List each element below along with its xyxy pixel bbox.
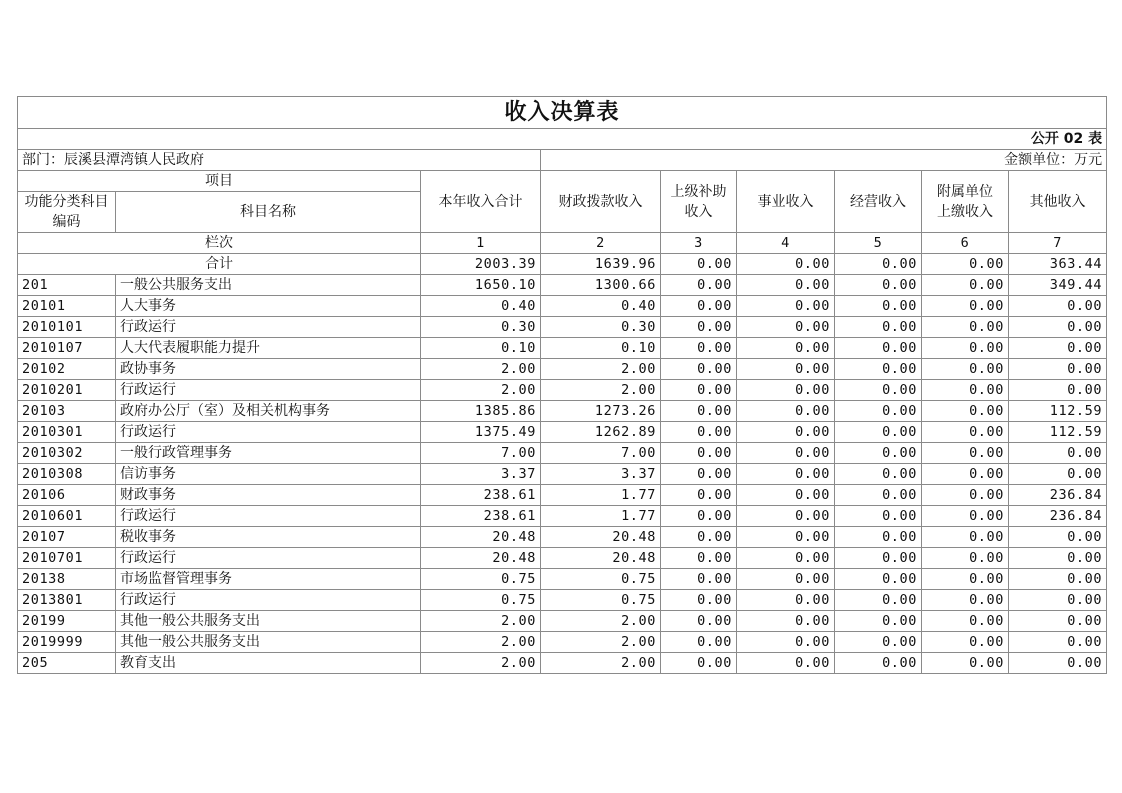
header-code-col (18, 192, 116, 233)
table-row (18, 569, 1107, 590)
amount-cell: 0.00 (737, 653, 835, 674)
subject-code: 2010308 (18, 464, 116, 485)
amount-cell: 0.30 (541, 317, 661, 338)
amount-cell: 0.00 (922, 296, 1009, 317)
amount-cell: 0.00 (1009, 611, 1107, 632)
amount-cell: 0.00 (922, 611, 1009, 632)
amount-cell: 0.00 (835, 401, 922, 422)
amount-cell: 0.00 (661, 464, 737, 485)
subject-name: 政协事务 (116, 359, 421, 380)
column-number: 6 (922, 233, 1009, 254)
subject-code: 20199 (18, 611, 116, 632)
subject-code: 2010302 (18, 443, 116, 464)
table-row (18, 548, 1107, 569)
amount-cell: 0.00 (737, 464, 835, 485)
amount-cell: 20.48 (541, 527, 661, 548)
amount-cell: 0.00 (835, 485, 922, 506)
amount-cell: 0.00 (1009, 443, 1107, 464)
total-value: 0.00 (835, 254, 922, 275)
amount-cell: 3.37 (541, 464, 661, 485)
table-row (18, 443, 1107, 464)
table-row (18, 317, 1107, 338)
subject-code: 205 (18, 653, 116, 674)
amount-cell: 0.75 (541, 569, 661, 590)
income-statement-sheet (17, 96, 1106, 674)
amount-cell: 0.00 (661, 380, 737, 401)
amount-cell: 0.00 (1009, 380, 1107, 401)
amount-cell: 0.00 (922, 338, 1009, 359)
subject-name: 一般行政管理事务 (116, 443, 421, 464)
amount-cell: 0.00 (737, 527, 835, 548)
form-number-row (18, 129, 1107, 150)
amount-cell: 0.00 (737, 611, 835, 632)
column-number-row (18, 233, 1107, 254)
amount-cell: 1273.26 (541, 401, 661, 422)
amount-cell: 0.30 (421, 317, 541, 338)
amount-cell: 0.75 (421, 569, 541, 590)
table-row (18, 611, 1107, 632)
amount-cell: 0.00 (661, 296, 737, 317)
table-row (18, 464, 1107, 485)
amount-cell: 0.00 (922, 632, 1009, 653)
amount-cell: 236.84 (1009, 485, 1107, 506)
table-row (18, 485, 1107, 506)
amount-cell: 0.00 (661, 653, 737, 674)
amount-cell: 238.61 (421, 506, 541, 527)
column-number: 3 (661, 233, 737, 254)
amount-cell: 0.00 (922, 527, 1009, 548)
amount-cell: 0.00 (661, 359, 737, 380)
amount-cell: 112.59 (1009, 422, 1107, 443)
amount-cell: 0.75 (541, 590, 661, 611)
subject-code: 20103 (18, 401, 116, 422)
total-row (18, 254, 1107, 275)
amount-cell: 0.00 (737, 548, 835, 569)
amount-cell: 0.00 (1009, 464, 1107, 485)
subject-name: 政府办公厅（室）及相关机构事务 (116, 401, 421, 422)
subject-code: 2010301 (18, 422, 116, 443)
amount-cell: 0.00 (661, 590, 737, 611)
amount-cell: 20.48 (421, 548, 541, 569)
amount-cell: 0.00 (922, 359, 1009, 380)
amount-cell: 0.00 (737, 485, 835, 506)
header-col-2: 财政拨款收入 (541, 171, 661, 233)
header-col-5: 经营收入 (835, 171, 922, 233)
table-row (18, 527, 1107, 548)
table-row (18, 422, 1107, 443)
subject-name: 人大事务 (116, 296, 421, 317)
table-row (18, 296, 1107, 317)
amount-cell: 0.00 (922, 317, 1009, 338)
amount-cell: 0.00 (1009, 632, 1107, 653)
amount-cell: 0.00 (661, 485, 737, 506)
subject-name: 行政运行 (116, 590, 421, 611)
subject-name: 人大代表履职能力提升 (116, 338, 421, 359)
amount-cell: 0.00 (661, 569, 737, 590)
subject-code: 2010701 (18, 548, 116, 569)
department-label: 部门：辰溪县潭湾镇人民政府 (18, 150, 541, 171)
amount-cell: 0.00 (835, 338, 922, 359)
amount-cell: 0.00 (1009, 317, 1107, 338)
amount-cell: 0.00 (922, 401, 1009, 422)
header-col-6-text: 附属单位上缴收入 (937, 183, 993, 220)
column-number: 1 (421, 233, 541, 254)
amount-cell: 0.00 (737, 275, 835, 296)
amount-cell: 0.00 (737, 443, 835, 464)
amount-cell: 1300.66 (541, 275, 661, 296)
subject-code: 201 (18, 275, 116, 296)
meta-row (18, 150, 1107, 171)
amount-cell: 7.00 (541, 443, 661, 464)
amount-cell: 3.37 (421, 464, 541, 485)
amount-cell: 2.00 (421, 611, 541, 632)
amount-cell: 0.00 (922, 380, 1009, 401)
amount-cell: 0.00 (922, 443, 1009, 464)
header-col-4: 事业收入 (737, 171, 835, 233)
amount-cell: 0.00 (835, 422, 922, 443)
header-col-6 (922, 171, 1009, 233)
amount-cell: 1262.89 (541, 422, 661, 443)
subject-code: 20138 (18, 569, 116, 590)
amount-cell: 0.00 (661, 548, 737, 569)
subject-name: 税收事务 (116, 527, 421, 548)
amount-cell: 0.00 (737, 380, 835, 401)
amount-cell: 0.10 (421, 338, 541, 359)
amount-cell: 0.00 (922, 569, 1009, 590)
amount-cell: 0.00 (737, 632, 835, 653)
subject-code: 20102 (18, 359, 116, 380)
total-value: 0.00 (737, 254, 835, 275)
unit-label: 金额单位：万元 (541, 150, 1107, 171)
amount-cell: 0.00 (835, 506, 922, 527)
subject-name: 教育支出 (116, 653, 421, 674)
subject-code: 2013801 (18, 590, 116, 611)
amount-cell: 349.44 (1009, 275, 1107, 296)
header-name-col: 科目名称 (116, 192, 421, 233)
amount-cell: 0.00 (1009, 548, 1107, 569)
header-item: 项目 (18, 171, 421, 192)
amount-cell: 7.00 (421, 443, 541, 464)
amount-cell: 0.75 (421, 590, 541, 611)
subject-code: 2019999 (18, 632, 116, 653)
form-number: 公开 02 表 (18, 129, 1107, 150)
amount-cell: 1375.49 (421, 422, 541, 443)
amount-cell: 2.00 (421, 632, 541, 653)
amount-cell: 20.48 (421, 527, 541, 548)
column-number-label: 栏次 (18, 233, 421, 254)
amount-cell: 0.00 (835, 527, 922, 548)
amount-cell: 0.00 (1009, 653, 1107, 674)
total-value: 2003.39 (421, 254, 541, 275)
amount-cell: 0.00 (1009, 359, 1107, 380)
amount-cell: 2.00 (541, 632, 661, 653)
header-code-text: 功能分类科目编码 (24, 194, 109, 230)
amount-cell: 0.00 (835, 380, 922, 401)
amount-cell: 0.00 (922, 464, 1009, 485)
table-row (18, 275, 1107, 296)
amount-cell: 0.00 (661, 632, 737, 653)
amount-cell: 2.00 (421, 653, 541, 674)
total-value: 0.00 (661, 254, 737, 275)
amount-cell: 0.00 (737, 506, 835, 527)
amount-cell: 2.00 (541, 359, 661, 380)
amount-cell: 0.00 (661, 338, 737, 359)
total-value: 363.44 (1009, 254, 1107, 275)
header-col-1: 本年收入合计 (421, 171, 541, 233)
table-row (18, 380, 1107, 401)
subject-name: 行政运行 (116, 422, 421, 443)
amount-cell: 0.00 (835, 296, 922, 317)
amount-cell: 0.00 (661, 401, 737, 422)
table-row (18, 338, 1107, 359)
amount-cell: 0.00 (737, 569, 835, 590)
amount-cell: 0.00 (835, 464, 922, 485)
amount-cell: 1650.10 (421, 275, 541, 296)
amount-cell: 2.00 (541, 611, 661, 632)
amount-cell: 0.00 (835, 275, 922, 296)
amount-cell: 0.00 (737, 296, 835, 317)
subject-name: 财政事务 (116, 485, 421, 506)
amount-cell: 0.00 (1009, 527, 1107, 548)
subject-code: 20106 (18, 485, 116, 506)
amount-cell: 0.00 (922, 485, 1009, 506)
amount-cell: 1.77 (541, 506, 661, 527)
amount-cell: 0.00 (661, 443, 737, 464)
table-row (18, 590, 1107, 611)
header-row-1 (18, 171, 1107, 192)
column-number: 7 (1009, 233, 1107, 254)
header-col-3-text: 上级补助收入 (670, 183, 727, 220)
amount-cell: 0.10 (541, 338, 661, 359)
subject-name: 一般公共服务支出 (116, 275, 421, 296)
amount-cell: 112.59 (1009, 401, 1107, 422)
title-row (18, 97, 1107, 129)
amount-cell: 0.00 (1009, 338, 1107, 359)
subject-code: 20107 (18, 527, 116, 548)
amount-cell: 0.00 (737, 422, 835, 443)
amount-cell: 1.77 (541, 485, 661, 506)
amount-cell: 0.00 (835, 317, 922, 338)
amount-cell: 0.00 (661, 611, 737, 632)
subject-code: 2010107 (18, 338, 116, 359)
subject-code: 2010601 (18, 506, 116, 527)
header-col-7: 其他收入 (1009, 171, 1107, 233)
table-row (18, 653, 1107, 674)
subject-name: 行政运行 (116, 548, 421, 569)
amount-cell: 1385.86 (421, 401, 541, 422)
amount-cell: 2.00 (541, 380, 661, 401)
subject-name: 行政运行 (116, 380, 421, 401)
amount-cell: 0.00 (661, 506, 737, 527)
column-number: 5 (835, 233, 922, 254)
amount-cell: 236.84 (1009, 506, 1107, 527)
amount-cell: 0.00 (661, 422, 737, 443)
subject-name: 其他一般公共服务支出 (116, 632, 421, 653)
amount-cell: 0.00 (835, 569, 922, 590)
amount-cell: 0.00 (835, 611, 922, 632)
subject-code: 2010101 (18, 317, 116, 338)
amount-cell: 0.00 (835, 632, 922, 653)
amount-cell: 0.40 (541, 296, 661, 317)
amount-cell: 0.00 (1009, 296, 1107, 317)
amount-cell: 0.00 (661, 527, 737, 548)
amount-cell: 0.00 (1009, 590, 1107, 611)
table-row (18, 359, 1107, 380)
subject-name: 其他一般公共服务支出 (116, 611, 421, 632)
subject-code: 20101 (18, 296, 116, 317)
amount-cell: 0.00 (922, 275, 1009, 296)
amount-cell: 0.00 (737, 317, 835, 338)
amount-cell: 0.00 (661, 317, 737, 338)
amount-cell: 0.00 (737, 359, 835, 380)
amount-cell: 0.00 (1009, 569, 1107, 590)
subject-name: 市场监督管理事务 (116, 569, 421, 590)
amount-cell: 0.00 (835, 653, 922, 674)
table-row (18, 401, 1107, 422)
subject-code: 2010201 (18, 380, 116, 401)
column-number: 4 (737, 233, 835, 254)
amount-cell: 0.00 (737, 401, 835, 422)
table-row (18, 506, 1107, 527)
amount-cell: 0.00 (922, 506, 1009, 527)
amount-cell: 238.61 (421, 485, 541, 506)
page-title: 收入决算表 (18, 97, 1107, 129)
amount-cell: 0.00 (835, 590, 922, 611)
total-value: 0.00 (922, 254, 1009, 275)
amount-cell: 0.00 (922, 422, 1009, 443)
column-number: 2 (541, 233, 661, 254)
amount-cell: 0.00 (835, 443, 922, 464)
amount-cell: 0.00 (737, 338, 835, 359)
amount-cell: 2.00 (541, 653, 661, 674)
amount-cell: 0.00 (922, 590, 1009, 611)
amount-cell: 0.00 (922, 548, 1009, 569)
amount-cell: 0.00 (835, 548, 922, 569)
header-col-3 (661, 171, 737, 233)
table-row (18, 632, 1107, 653)
subject-name: 行政运行 (116, 317, 421, 338)
total-value: 1639.96 (541, 254, 661, 275)
subject-name: 行政运行 (116, 506, 421, 527)
amount-cell: 2.00 (421, 380, 541, 401)
amount-cell: 0.00 (922, 653, 1009, 674)
subject-name: 信访事务 (116, 464, 421, 485)
amount-cell: 0.00 (835, 359, 922, 380)
amount-cell: 2.00 (421, 359, 541, 380)
amount-cell: 0.00 (737, 590, 835, 611)
amount-cell: 20.48 (541, 548, 661, 569)
income-table (17, 96, 1107, 674)
amount-cell: 0.40 (421, 296, 541, 317)
amount-cell: 0.00 (661, 275, 737, 296)
total-label: 合计 (18, 254, 421, 275)
